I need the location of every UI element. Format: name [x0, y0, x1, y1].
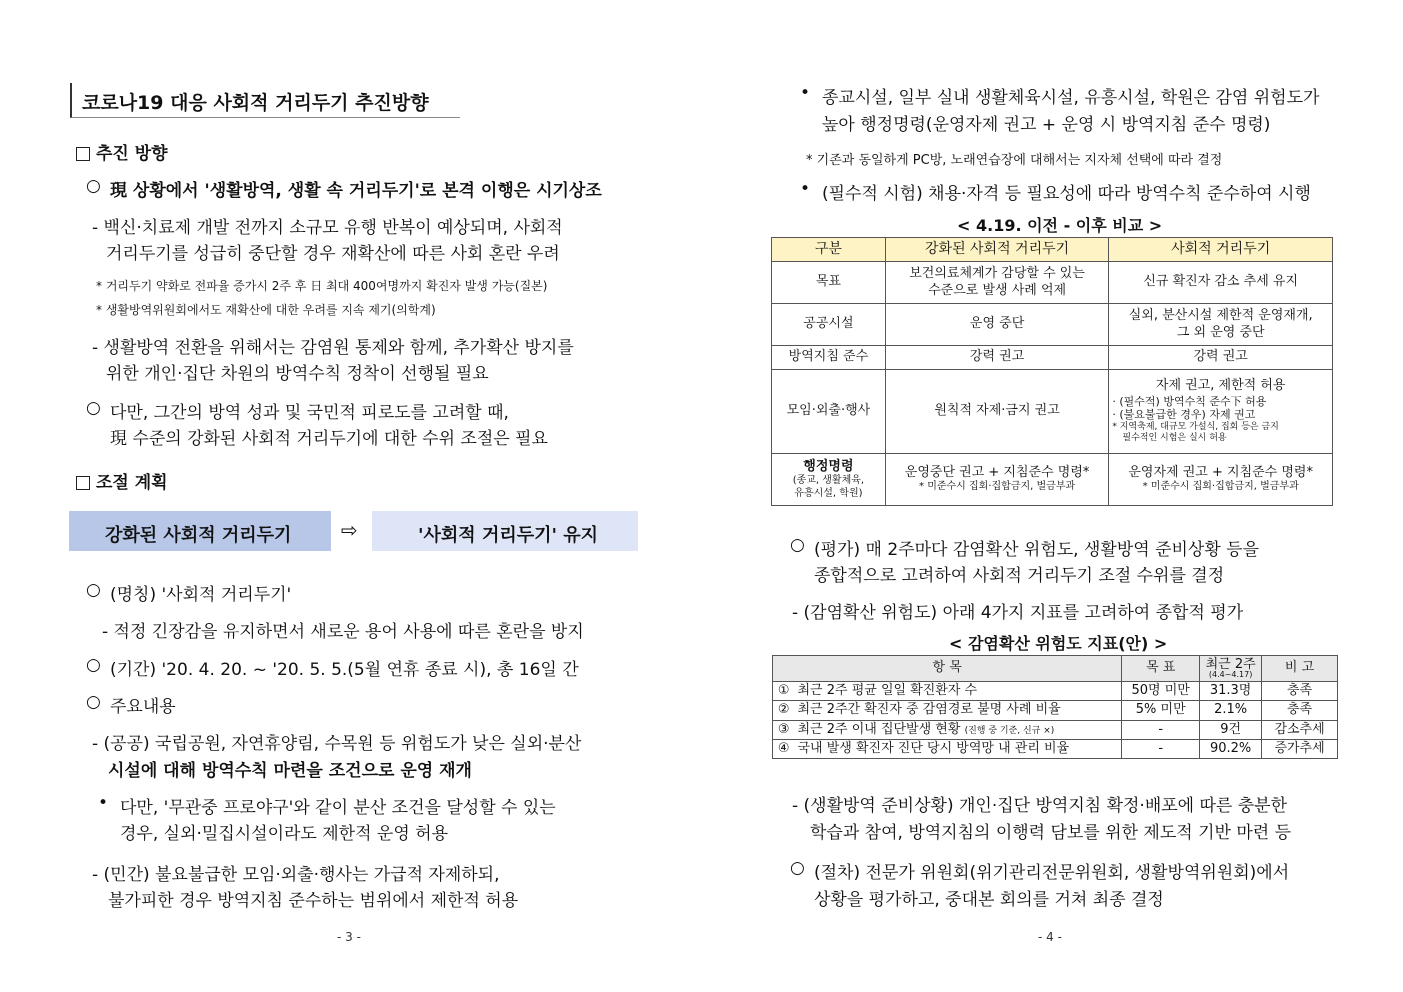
bullet-circle-icon: ○ — [790, 535, 805, 555]
bullet-circle-icon: ○ — [86, 176, 101, 196]
bullet-dot-icon: • — [800, 179, 811, 199]
point-text: (기간) '20. 4. 20. ~ '20. 5. 5.(5월 연휴 종료 시), 총 16일 간 — [110, 660, 579, 680]
bullet-circle-icon: ○ — [86, 580, 101, 600]
table-row: ② 최근 2주간 확진자 중 감염경로 불명 사례 비율 5% 미만 2.1% 충족 — [773, 701, 1338, 720]
table-cell: 모임·외출·행사 — [772, 370, 886, 454]
table-row — [772, 370, 1333, 454]
table-cell: 실외, 분산시설 제한적 운영재개, 그 외 운영 중단 — [1109, 304, 1333, 346]
page-number: - 3 - — [337, 930, 361, 944]
point-text: 위한 개인·집단 차원의 방역수칙 정착이 선행될 필요 — [106, 364, 489, 384]
table-cell: 신규 확진자 감소 추세 유지 — [1109, 262, 1333, 304]
risk-indicator-table — [772, 655, 1338, 759]
arrow-right-icon: ⇨ — [341, 518, 358, 542]
table-cell: 원칙적 자제·금지 권고 — [885, 370, 1109, 454]
bullet-dot-icon: • — [98, 793, 109, 813]
point-text: 거리두기를 성급히 중단할 경우 재확산에 따른 사회 혼란 우려 — [106, 244, 560, 264]
note-text: * 거리두기 약화로 전파율 증가시 2주 후 日 최대 400여명까지 확진자 발생 가능(질본) — [96, 279, 548, 293]
table-cell: 운영자제 권고 + 지침준수 명령* * 미준수시 집회·집합금지, 벌금부과 — [1109, 454, 1333, 506]
point-text: (평가) 매 2주마다 감염확산 위험도, 생활방역 준비상황 등을 — [814, 540, 1260, 560]
table-header: 강화된 사회적 거리두기 — [885, 238, 1109, 262]
table-header: 최근 2주 (4.4~4.17) — [1200, 656, 1262, 682]
point-text: 주요내용 — [110, 697, 176, 717]
point-text: 경우, 실외·밀집시설이라도 제한적 운영 허용 — [120, 824, 449, 844]
point-text: 종교시설, 일부 실내 생활체육시설, 유흥시설, 학원은 감염 위험도가 — [822, 88, 1320, 108]
table-header: 사회적 거리두기 — [1109, 238, 1333, 262]
table-cell: 강력 권고 — [1109, 346, 1333, 370]
bullet-circle-icon: ○ — [86, 692, 101, 712]
to-label: '사회적 거리두기' 유지 — [418, 525, 599, 546]
from-label: 강화된 사회적 거리두기 — [105, 525, 292, 546]
table-row — [772, 304, 1333, 346]
page-title: 코로나19 대응 사회적 거리두기 추진방향 — [82, 92, 429, 114]
point-text: 상황을 평가하고, 중대본 회의를 거쳐 최종 결정 — [814, 890, 1164, 910]
bullet-dot-icon: • — [800, 83, 811, 103]
bullet-circle-icon: ○ — [86, 398, 101, 418]
page-number: - 4 - — [1038, 930, 1062, 944]
point-text: - (공공) 국립공원, 자연휴양림, 수목원 등 위험도가 낮은 실외·분산 — [92, 734, 582, 754]
bullet-circle-icon: ○ — [86, 655, 101, 675]
point-text: - 생활방역 전환을 위해서는 감염원 통제와 함께, 추가확산 방지를 — [92, 338, 574, 358]
table-cell: 운영 중단 — [885, 304, 1109, 346]
point-text: 다만, '무관중 프로야구'와 같이 분산 조건을 달성할 수 있는 — [120, 798, 556, 818]
point-text: - 백신·치료제 개발 전까지 소규모 유행 반복이 예상되며, 사회적 — [92, 218, 563, 238]
page-title-box — [70, 83, 460, 118]
table-cell: 보건의료체계가 감당할 수 있는 수준으로 발생 사례 억제 — [885, 262, 1109, 304]
point-text: - (민간) 불요불급한 모임·외출·행사는 가급적 자제하되, — [92, 865, 500, 885]
note-text: * 기존과 동일하게 PC방, 노래연습장에 대해서는 지자체 선택에 따라 결정 — [806, 153, 1223, 168]
table-cell: 자제 권고, 제한적 허용 · (필수적) 방역수칙 준수下 허용 · (불요불급한 경우) 자제 권고 * 지역축제, 대규모 가설식, 집회 등은 금지 필수적인 시험은 실시 허용 — [1109, 370, 1333, 454]
table-row — [772, 346, 1333, 370]
table-header: 목 표 — [1122, 656, 1200, 682]
table-cell: 방역지침 준수 — [772, 346, 886, 370]
point-text: 종합적으로 고려하여 사회적 거리두기 조절 수위를 결정 — [814, 566, 1225, 586]
table-header: 구분 — [772, 238, 886, 262]
point-text: 現 수준의 강화된 사회적 거리두기에 대한 수위 조절은 필요 — [110, 429, 548, 449]
point-text: - 적정 긴장감을 유지하면서 새로운 용어 사용에 따른 혼란을 방지 — [102, 622, 584, 642]
table-row — [772, 454, 1333, 506]
table-caption: < 감염확산 위험도 지표(안) > — [949, 634, 1168, 653]
point-text: (절차) 전문가 위원회(위기관리전문위원회, 생활방역위원회)에서 — [814, 863, 1290, 883]
table-cell: 목표 — [772, 262, 886, 304]
table-header: 항 목 — [773, 656, 1122, 682]
note-text: * 생활방역위원회에서도 재확산에 대한 우려를 지속 제기(의학계) — [96, 303, 436, 317]
point-text: (필수적 시험) 채용·자격 등 필요성에 따라 방역수칙 준수하여 시행 — [822, 184, 1311, 204]
point-text: 높아 행정명령(운영자제 권고 + 운영 시 방역지침 준수 명령) — [822, 115, 1271, 135]
section-heading-direction: 추진 방향 — [76, 139, 168, 164]
table-row: ③ 최근 2주 이내 집단발생 현황 (진행 중 기준, 신규 ×) - 9건 감소추세 — [773, 720, 1338, 739]
point-text: 불가피한 경우 방역지침 준수하는 범위에서 제한적 허용 — [108, 891, 519, 911]
table-row: ① 최근 2주 평균 일일 확진환자 수 50명 미만 31.3명 충족 — [773, 682, 1338, 701]
to-box — [372, 511, 638, 551]
table-cell: 행정명령 (종교, 생활체육, 유흥시설, 학원) — [772, 454, 886, 506]
comparison-table — [771, 237, 1333, 506]
table-cell: 강력 권고 — [885, 346, 1109, 370]
point-text: (명칭) '사회적 거리두기' — [110, 585, 292, 605]
point-text: 시설에 대해 방역수칙 마련을 조건으로 운영 재개 — [108, 761, 472, 781]
table-cell: 운영중단 권고 + 지침준수 명령* * 미준수시 집회·집합금지, 벌금부과 — [885, 454, 1109, 506]
checkbox-icon — [76, 476, 90, 490]
point-text: 다만, 그간의 방역 성과 및 국민적 피로도를 고려할 때, — [110, 403, 509, 423]
point-text: - (감염확산 위험도) 아래 4가지 지표를 고려하여 종합적 평가 — [792, 603, 1244, 623]
table-row — [772, 262, 1333, 304]
from-box — [69, 511, 331, 551]
table-cell: 공공시설 — [772, 304, 886, 346]
bullet-circle-icon: ○ — [790, 858, 805, 878]
table-row: ④ 국내 발생 확진자 진단 당시 방역망 내 관리 비율 - 90.2% 증가추세 — [773, 739, 1338, 758]
point-text: - (생활방역 준비상황) 개인·집단 방역지침 확정·배포에 따른 충분한 — [792, 796, 1288, 816]
table-header: 비 고 — [1262, 656, 1338, 682]
table-caption: < 4.19. 이전 - 이후 비교 > — [957, 216, 1163, 235]
point-text: 現 상황에서 '생활방역, 생활 속 거리두기'로 본격 이행은 시기상조 — [110, 181, 602, 201]
section-heading-plan: 조절 계획 — [76, 468, 168, 493]
point-text: 학습과 참여, 방역지침의 이행력 담보를 위한 제도적 기반 마련 등 — [810, 823, 1292, 843]
checkbox-icon — [76, 147, 90, 161]
